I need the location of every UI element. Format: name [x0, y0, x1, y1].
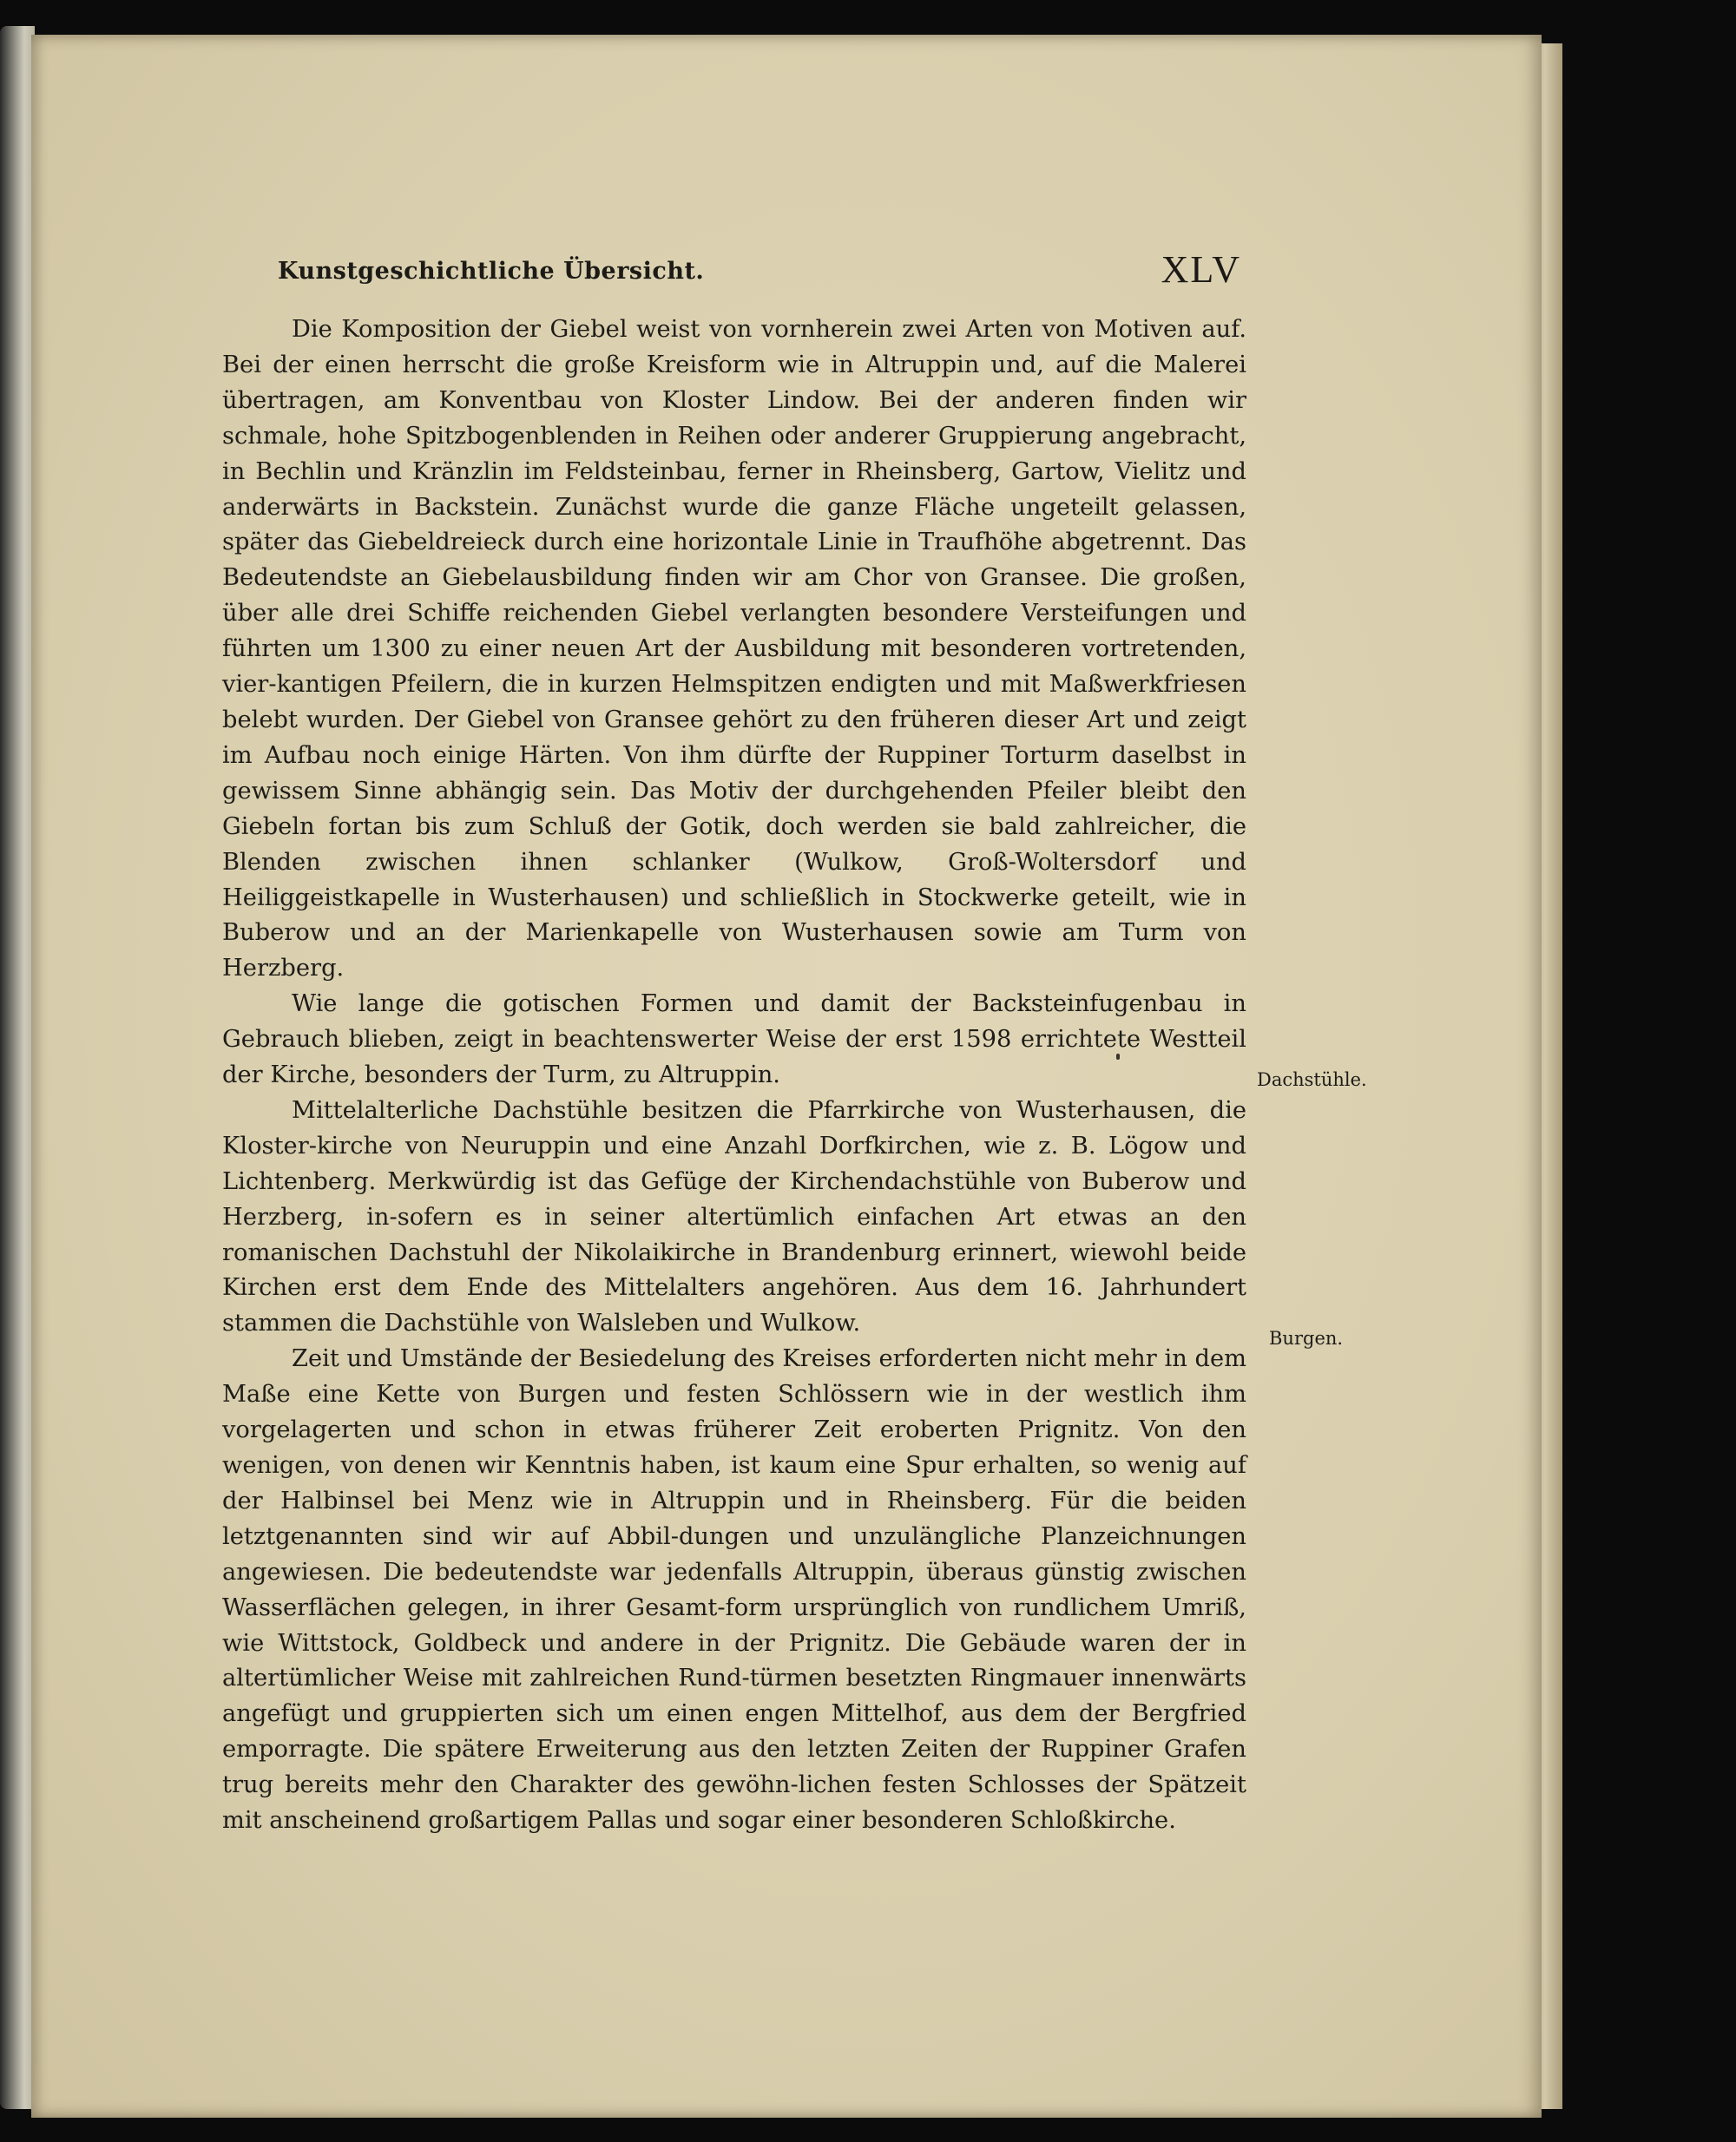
paragraph-dachstuehle: Mittelalterliche Dachstühle besitzen die Pfarrkirche von Wusterhausen, die Kloster-kirche von Neuruppin und eine Anzahl Dorfkirchen, wie z. B. Lögow und Lichtenberg. Merkwürdig ist das Gefüge der Kirchendachstühle von Buberow und Herzberg, in-sofern es in seiner altertümlich einfachen Art etwas an den romanischen Dachstuhl der Nikolaikirche in Brandenburg erinnert, wiewohl beide Kirchen erst dem Ende des Mittelalters angehören. Aus dem 16. Jahrhundert stammen die Dachstühle von Walsleben und Wulkow. [222, 1096, 1246, 1337]
paragraph-gotische-formen: Wie lange die gotischen Formen und damit der Backsteinfugenbau in Gebrauch blieben, zeigt in beachtenswerter Weise der erst 1598 errichtete Westteil der Kirche, besonders der Turm, zu Altruppin. [222, 990, 1246, 1089]
paragraph-giebel: Die Komposition der Giebel weist von vornherein zwei Arten von Motiven auf. Bei der einen herrscht die große Kreisform wie in Altruppin und, auf die Malerei übertragen, am Konventbau von Kloster Lindow. Bei der anderen finden wir schmale, hohe Spitzbogenblenden in Reihen oder anderer Gruppierung angebracht, in Bechlin und Kränzlin im Feldsteinbau, ferner in Rheinsberg, Gartow, Vielitz und anderwärts in Backstein. Zunächst wurde die ganze Fläche ungeteilt gelassen, später das Giebeldreieck durch eine horizontale Linie in Traufhöhe abgetrennt. Das Bedeutendste an Giebelausbildung finden wir am Chor von Gransee. Die großen, über alle drei Schiffe reichenden Giebel verlangten besondere Versteifungen und führten um 1300 zu einer neuen Art der Ausbildung mit besonderen vortretenden, vier-kantigen Pfeilern, die in kurzen Helmspitzen endigten und mit Maßwerkfriesen belebt wurden. Der Giebel von Gransee gehört zu den früheren dieser Art und zeigt im Aufbau noch einige Härten. Von ihm dürfte der Ruppiner Torturm daselbst in gewissem Sinne abhängig sein. Das Motiv der durchgehenden Pfeiler bleibt den Giebeln fortan bis zum Schluß der Gotik, doch werden sie bald zahlreicher, die Blenden zwischen ihnen schlanker (Wulkow, Groß-Woltersdorf und Heiliggeistkapelle in Wusterhausen) und schließlich in Stockwerke geteilt, wie in Buberow und an der Marienkapelle von Wusterhausen sowie am Turm von Herzberg. [222, 316, 1246, 982]
running-title: Kunstgeschichtliche Übersicht. [278, 258, 705, 285]
book-left-edge [0, 26, 35, 2109]
margin-note-burgen: Burgen. [1269, 1328, 1344, 1349]
page-number: XLV [1161, 248, 1241, 291]
ink-speck [1116, 1054, 1120, 1060]
page-header [278, 247, 1241, 299]
margin-note-dachstuehle: Dachstühle. [1257, 1069, 1367, 1090]
paragraph-burgen: Zeit und Umstände der Besiedelung des Kreises erforderten nicht mehr in dem Maße eine Kette von Burgen und festen Schlössern wie in der westlich ihm vorgelagerten und schon in etwas früherer Zeit eroberten Prignitz. Von den wenigen, von denen wir Kenntnis haben, ist kaum eine Spur erhalten, so wenig auf der Halbinsel bei Menz wie in Altruppin und in Rheinsberg. Für die beiden letztgenannten sind wir auf Abbil-dungen und unzulängliche Planzeichnungen angewiesen. Die bedeutendste war jedenfalls Altruppin, überaus günstig zwischen Wasserflächen gelegen, in ihrer Gesamt-form ursprünglich von rundlichem Umriß, wie Wittstock, Goldbeck und andere in der Prignitz. Die Gebäude waren der in altertümlicher Weise mit zahlreichen Rund-türmen besetzten Ringmauer innenwärts angefügt und gruppierten sich um einen engen Mittelhof, aus dem der Bergfried emporragte. Die spätere Erweiterung aus den letzten Zeiten der Ruppiner Grafen trug bereits mehr den Charakter des gewöhn-lichen festen Schlosses der Spätzeit mit anscheinend großartigem Pallas und sogar einer besonderen Schloßkirche. [222, 1345, 1246, 1835]
body-text [222, 312, 1246, 1839]
